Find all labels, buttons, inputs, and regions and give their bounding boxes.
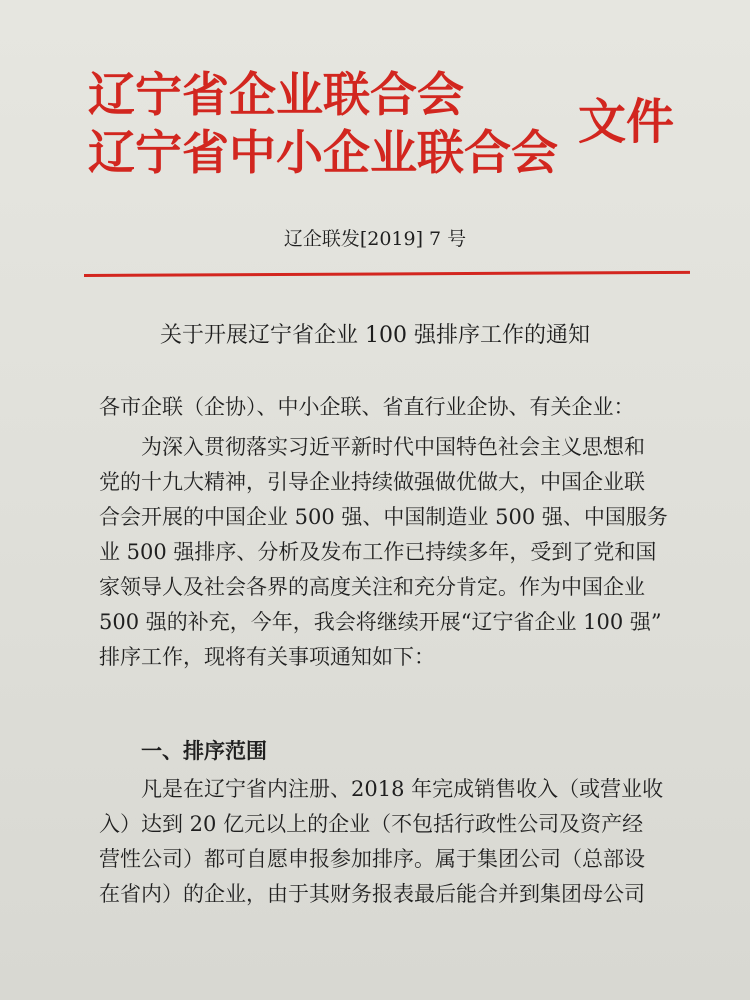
document-header [88, 62, 698, 192]
document-type: 文件 [578, 94, 675, 150]
section-heading: 一、排序范围 [141, 738, 267, 763]
red-divider-line [84, 271, 690, 277]
paragraph-line: 为深入贯彻落实习近平新时代中国特色社会主义思想和 [141, 435, 645, 459]
paragraph-line: 合会开展的中国企业 500 强、中国制造业 500 强、中国服务 [99, 505, 668, 529]
paragraph-line: 排序工作，现将有关事项通知如下： [99, 645, 435, 669]
issuer-name-1: 辽宁省企业联合会 [88, 68, 464, 123]
paragraph-line: 家领导人及社会各界的高度关注和充分肯定。作为中国企业 [99, 575, 645, 599]
document-title: 关于开展辽宁省企业 100 强排序工作的通知 [160, 323, 590, 348]
paragraph-line: 党的十九大精神，引导企业持续做强做优做大，中国企业联 [99, 470, 645, 494]
salutation-block [99, 390, 689, 425]
paragraph-line: 在省内）的企业，由于其财务报表最后能合并到集团母公司 [99, 882, 645, 906]
document-number: 辽企联发[2019] 7 号 [283, 228, 467, 250]
salutation: 各市企联（企协）、中小企联、省直行业企协、有关企业： [99, 395, 635, 419]
paragraph-line: 营性公司）都可自愿申报参加排序。属于集团公司（总部设 [99, 847, 645, 871]
paragraph-line: 500 强的补充，今年，我会将继续开展“辽宁省企业 100 强” [99, 610, 662, 634]
paragraph-line: 凡是在辽宁省内注册、2018 年完成销售收入（或营业收 [141, 777, 664, 801]
section-1-paragraph [99, 772, 689, 912]
paragraph-1 [99, 430, 689, 675]
paragraph-line: 业 500 强排序、分析及发布工作已持续多年，受到了党和国 [99, 540, 657, 564]
paragraph-line: 入）达到 20 亿元以上的企业（不包括行政性公司及资产经 [99, 812, 644, 836]
section-1-heading-block [99, 733, 689, 768]
issuer-name-2: 辽宁省中小企业联合会 [88, 126, 558, 181]
